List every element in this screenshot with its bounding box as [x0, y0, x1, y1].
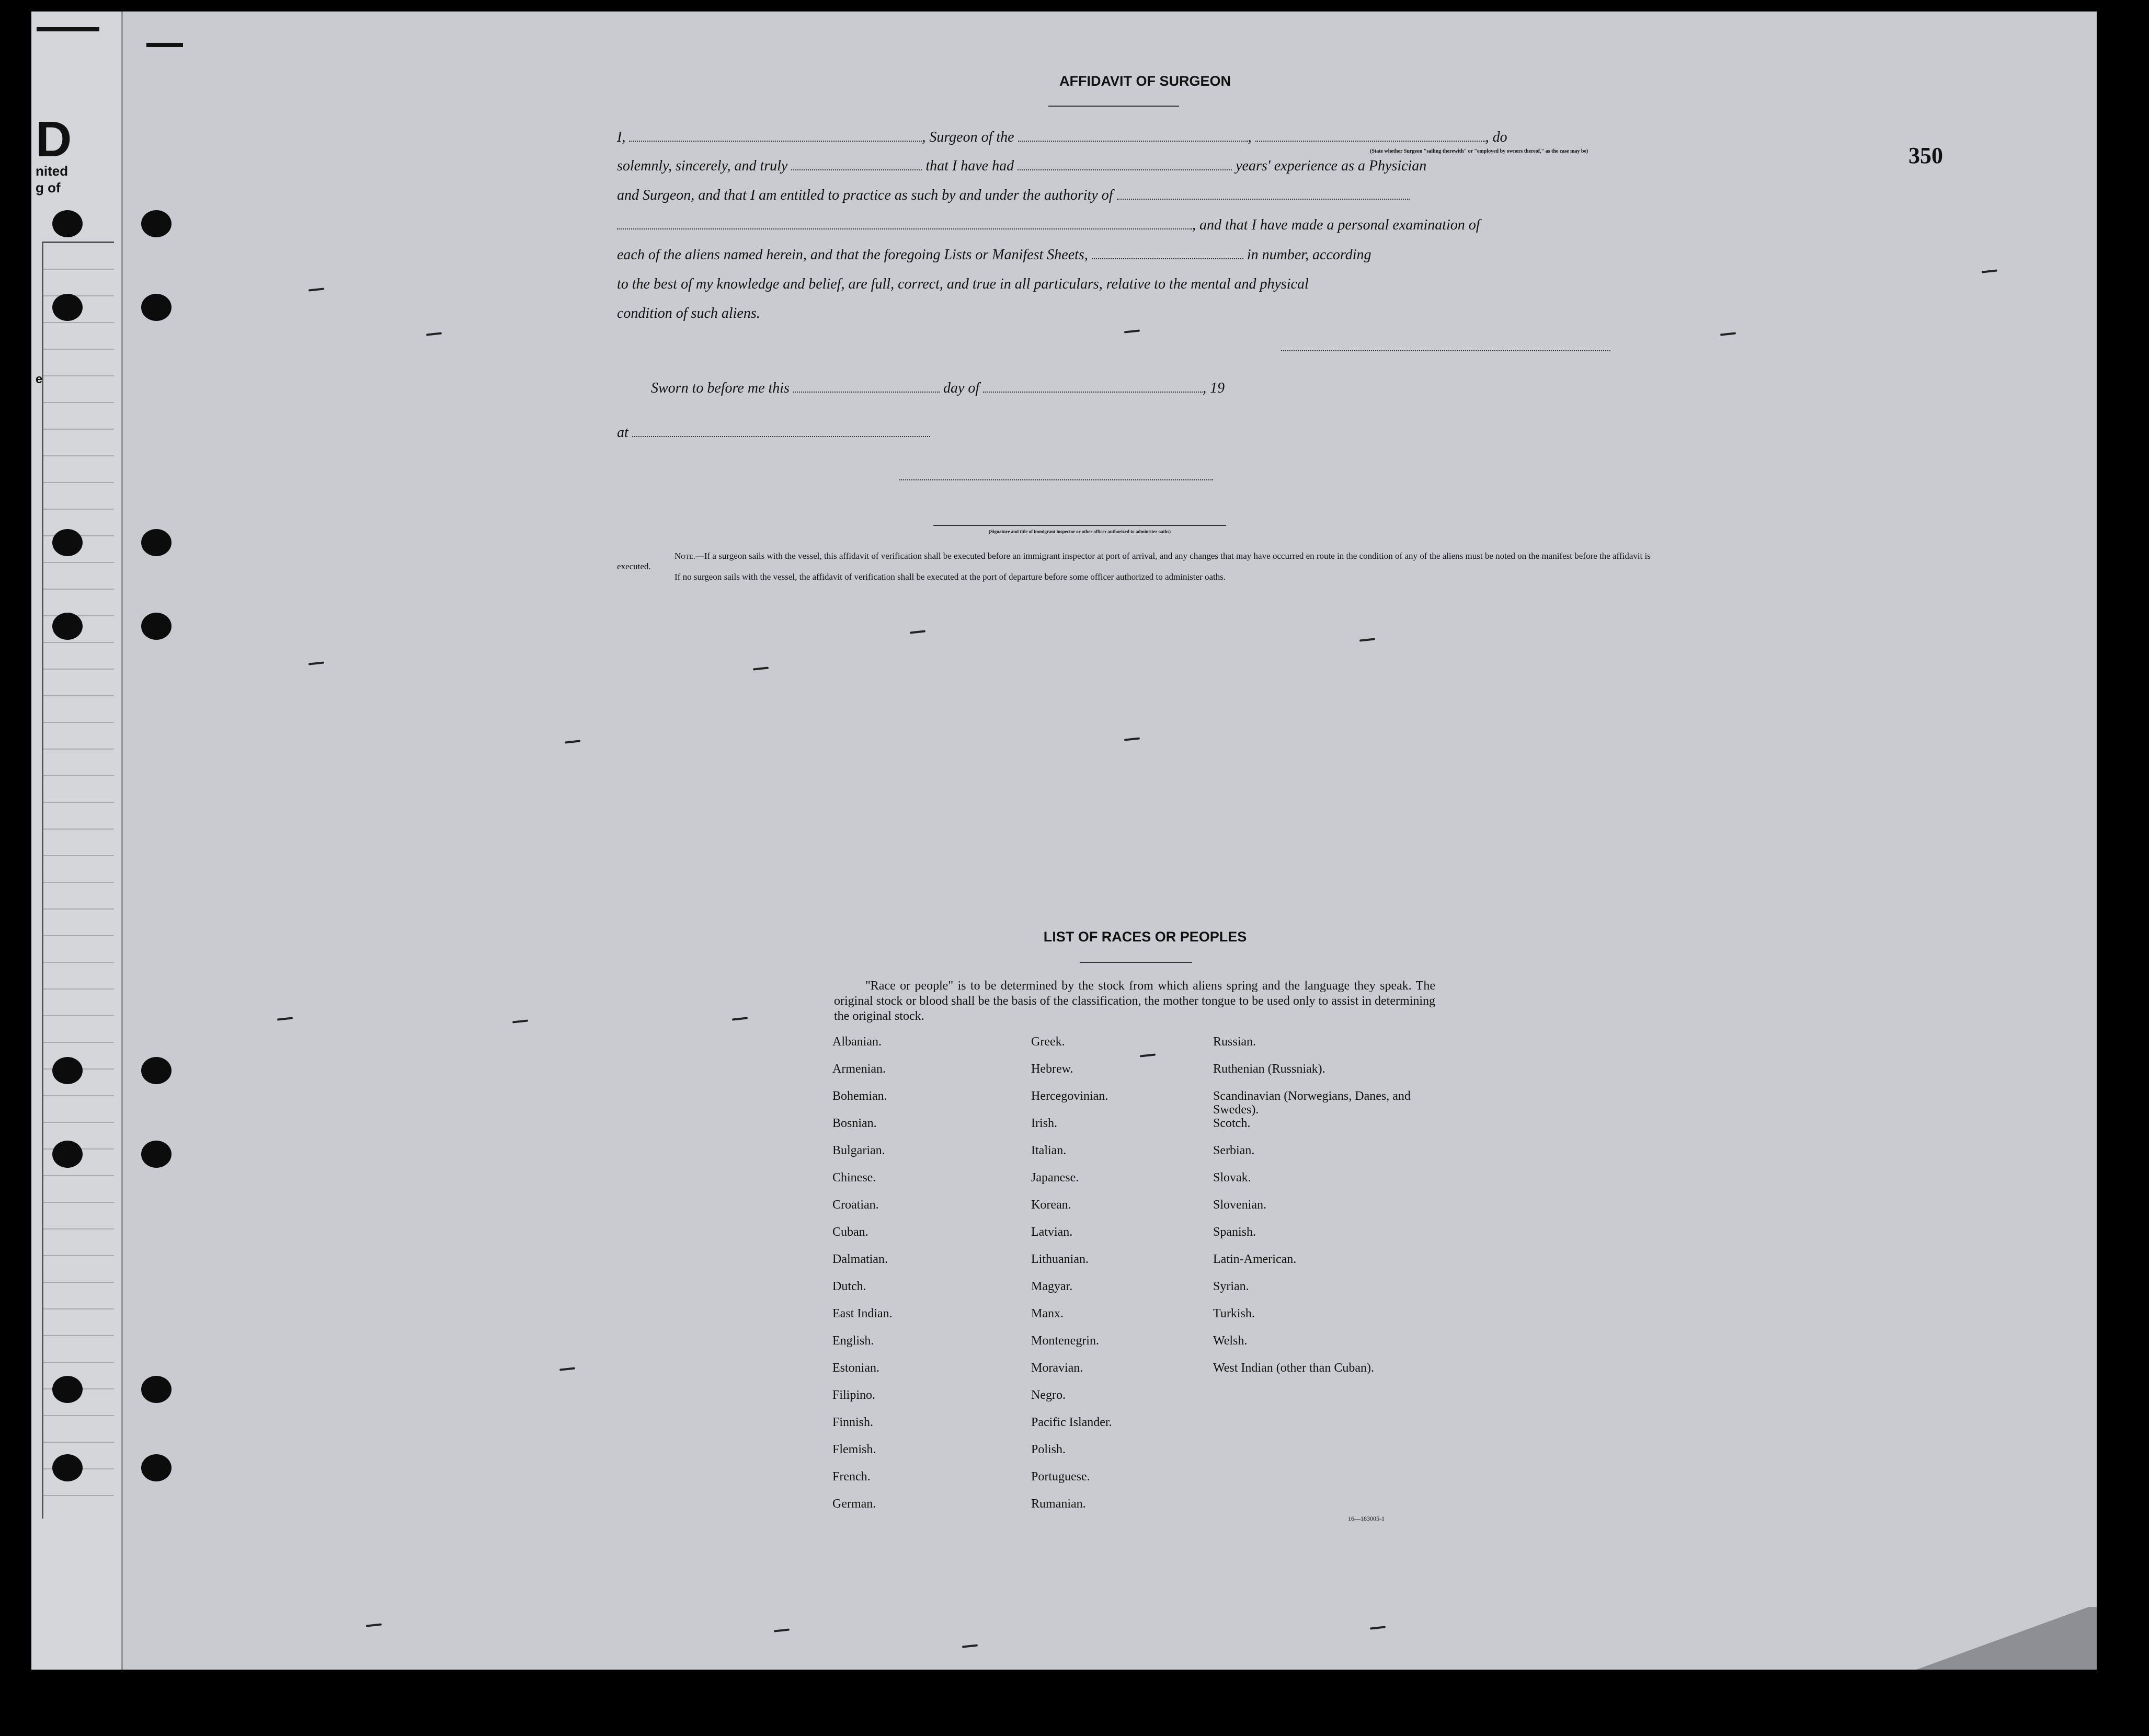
race-item: Filipino. [832, 1388, 876, 1402]
race-item: Polish. [1031, 1443, 1066, 1456]
race-item: Albanian. [832, 1035, 882, 1049]
race-item: Rumanian. [1031, 1497, 1086, 1511]
pen-mark [1359, 638, 1375, 641]
pen-mark [1370, 1626, 1386, 1629]
race-item: Hercegovinian. [1031, 1089, 1108, 1103]
punch-hole [52, 1454, 83, 1481]
binding-mark [146, 43, 183, 47]
race-item: Hebrew. [1031, 1062, 1073, 1076]
pen-mark [559, 1367, 575, 1371]
punch-hole [52, 1141, 83, 1168]
pen-mark [753, 666, 769, 670]
text: each of the aliens named herein, and that the foregoing Lists or Manifest Sheets, [617, 247, 1088, 263]
pen-mark [512, 1019, 528, 1023]
ruled-lines [42, 242, 114, 1519]
race-item: Armenian. [832, 1062, 886, 1076]
race-item: Dutch. [832, 1280, 866, 1293]
manifest-page [31, 12, 2097, 1670]
punch-hole [52, 529, 83, 556]
pen-mark [308, 661, 324, 665]
pen-mark [308, 288, 324, 291]
blank-day [793, 380, 940, 393]
strip-fragment-text: g of [36, 180, 61, 196]
race-item: Latin-American. [1213, 1252, 1297, 1266]
page-number: 350 [1908, 143, 1943, 168]
text: Sworn to before me this [651, 380, 790, 396]
race-item: Greek. [1031, 1035, 1065, 1049]
binding-mark [37, 27, 99, 31]
race-item: Pacific Islander. [1031, 1416, 1112, 1429]
punch-hole [52, 294, 83, 321]
race-item: Chinese. [832, 1171, 876, 1185]
race-item: West Indian (other than Cuban). [1213, 1361, 1374, 1375]
pen-mark [732, 1017, 748, 1020]
text: , and that I have made a personal examination of [1192, 217, 1480, 233]
race-item: Slovak. [1213, 1171, 1251, 1185]
race-item: French. [832, 1470, 871, 1484]
affidavit-line-4 [617, 217, 1480, 234]
text: , do [1485, 129, 1507, 145]
text: and Surgeon, and that I am entitled to practice as such by and under the authority of [617, 187, 1113, 203]
race-item: Korean. [1031, 1198, 1071, 1212]
punch-hole [141, 613, 172, 640]
text: , [1248, 129, 1252, 145]
punch-hole [52, 1376, 83, 1403]
race-item: Croatian. [832, 1198, 879, 1212]
race-item: English. [832, 1334, 874, 1348]
note-paragraph-2: If no surgeon sails with the vessel, the affidavit of verification shall be executed at the port of departure before some officer authorized to administer oaths. [675, 572, 1226, 582]
race-item: Ruthenian (Russniak). [1213, 1062, 1325, 1076]
race-item: Spanish. [1213, 1225, 1256, 1239]
blank-place [632, 424, 930, 437]
race-item: Latvian. [1031, 1225, 1073, 1239]
punch-hole [141, 210, 172, 237]
races-title: LIST OF RACES OR PEOPLES [1043, 929, 1247, 945]
blank-month [983, 380, 1203, 393]
affidavit-line-2 [617, 158, 1426, 175]
affidavit-line-6: to the best of my knowledge and belief, are full, correct, and true in all particulars, relative to the mental and physical [617, 276, 1309, 292]
race-item: Moravian. [1031, 1361, 1083, 1375]
affidavit-title: AFFIDAVIT OF SURGEON [1059, 73, 1231, 89]
race-item: Serbian. [1213, 1144, 1255, 1157]
race-item: Scandinavian (Norwegians, Danes, and Swedes). [1213, 1089, 1411, 1117]
race-item: Lithuanian. [1031, 1252, 1089, 1266]
race-item: Slovenian. [1213, 1198, 1266, 1212]
inspector-signature-line [899, 479, 1213, 481]
title-line [933, 525, 1226, 526]
adjacent-page-strip [31, 12, 123, 1670]
race-item: East Indian. [832, 1307, 893, 1320]
pen-mark [1124, 329, 1140, 333]
pen-mark [1124, 737, 1140, 741]
race-item: Irish. [1031, 1117, 1057, 1130]
races-column-3 [1213, 1035, 1433, 1388]
pen-mark [277, 1017, 293, 1020]
blank-authority [1117, 187, 1410, 200]
blank-name [629, 129, 922, 142]
text: , Surgeon of the [922, 129, 1014, 145]
pen-mark [774, 1628, 790, 1632]
note-paragraph-1 [617, 551, 1663, 572]
race-item: Montenegrin. [1031, 1334, 1099, 1348]
blank-oath [791, 158, 922, 170]
race-item: Finnish. [832, 1416, 874, 1429]
text: solemnly, sincerely, and truly [617, 158, 788, 174]
race-item: Cuban. [832, 1225, 868, 1239]
surgeon-signature-line [1281, 350, 1610, 352]
text: I, [617, 129, 626, 145]
text: at [617, 424, 628, 441]
race-item: Negro. [1031, 1388, 1066, 1402]
punch-hole [52, 1057, 83, 1084]
blank-vessel [1018, 129, 1248, 142]
punch-hole [52, 210, 83, 237]
races-title-rule [1080, 962, 1192, 963]
surgeon-status-caption: (State whether Surgeon "sailing therewith" or "employed by owners thereof," as the case may be) [1370, 148, 1588, 154]
form-number: 16—183005-1 [1348, 1515, 1385, 1522]
strip-fragment-letter: D [36, 111, 72, 167]
sworn-line [651, 380, 1225, 397]
text: years' experience as a Physician [1236, 158, 1427, 174]
pen-mark [1982, 269, 1997, 273]
punch-hole [141, 294, 172, 321]
torn-corner [1908, 1607, 2097, 1670]
punch-hole [141, 529, 172, 556]
punch-hole [141, 1376, 172, 1403]
strip-fragment-text: e [36, 372, 43, 386]
race-item: Flemish. [832, 1443, 876, 1456]
race-item: German. [832, 1497, 876, 1511]
blank-status [1255, 129, 1485, 142]
affidavit-line-5 [617, 247, 1371, 263]
race-item: Japanese. [1031, 1171, 1079, 1185]
note-label: Note. [675, 551, 695, 561]
pen-mark [366, 1623, 382, 1627]
race-item: Scotch. [1213, 1117, 1251, 1130]
signature-caption: (Signature and title of immigrant inspector or other officer authorized to administer oaths) [989, 529, 1171, 534]
punch-hole [52, 613, 83, 640]
races-column-1 [832, 1035, 1021, 1524]
affidavit-line-7: condition of such aliens. [617, 305, 760, 321]
blank-sheet-count [1092, 247, 1243, 259]
punch-hole [141, 1141, 172, 1168]
races-column-2 [1031, 1035, 1209, 1524]
race-item: Magyar. [1031, 1280, 1073, 1293]
affidavit-line-3 [617, 187, 1410, 204]
text: in number, according [1247, 247, 1371, 263]
text: day of [943, 380, 980, 396]
at-line [617, 424, 930, 441]
text: , 19 [1203, 380, 1225, 396]
race-item: Welsh. [1213, 1334, 1248, 1348]
race-item: Syrian. [1213, 1280, 1249, 1293]
race-item: Manx. [1031, 1307, 1064, 1320]
race-item: Bohemian. [832, 1089, 887, 1103]
pen-mark [910, 630, 925, 634]
strip-fragment-text: nited [36, 163, 68, 179]
pen-mark [962, 1644, 978, 1648]
race-item: Bosnian. [832, 1117, 877, 1130]
pen-mark [1720, 332, 1736, 336]
text: that I have had [925, 158, 1014, 174]
races-intro: "Race or people" is to be determined by the stock from which aliens spring and the language they speak. The original stock or blood shall be the basis of the classification, the mother tongue to be used only to assist in determining the original stock. [834, 979, 1435, 1023]
note-text: —If a surgeon sails with the vessel, this affidavit of verification shall be executed before an immigrant inspector at port of arrival, and any changes that may have occurred en route in the condition of any of the aliens must be noted on the manifest before the affidavit is executed. [617, 551, 1651, 571]
race-item: Portuguese. [1031, 1470, 1090, 1484]
race-item: Russian. [1213, 1035, 1256, 1049]
title-rule [1048, 106, 1179, 107]
blank-years [1018, 158, 1232, 170]
race-item: Dalmatian. [832, 1252, 888, 1266]
blank-authority-cont [617, 217, 1192, 229]
pen-mark [426, 332, 442, 336]
affidavit-line-1 [617, 129, 1507, 146]
race-item: Italian. [1031, 1144, 1067, 1157]
pen-mark [565, 740, 580, 743]
punch-hole [141, 1057, 172, 1084]
race-item: Turkish. [1213, 1307, 1255, 1320]
race-item: Estonian. [832, 1361, 879, 1375]
race-item: Bulgarian. [832, 1144, 885, 1157]
punch-hole [141, 1454, 172, 1481]
